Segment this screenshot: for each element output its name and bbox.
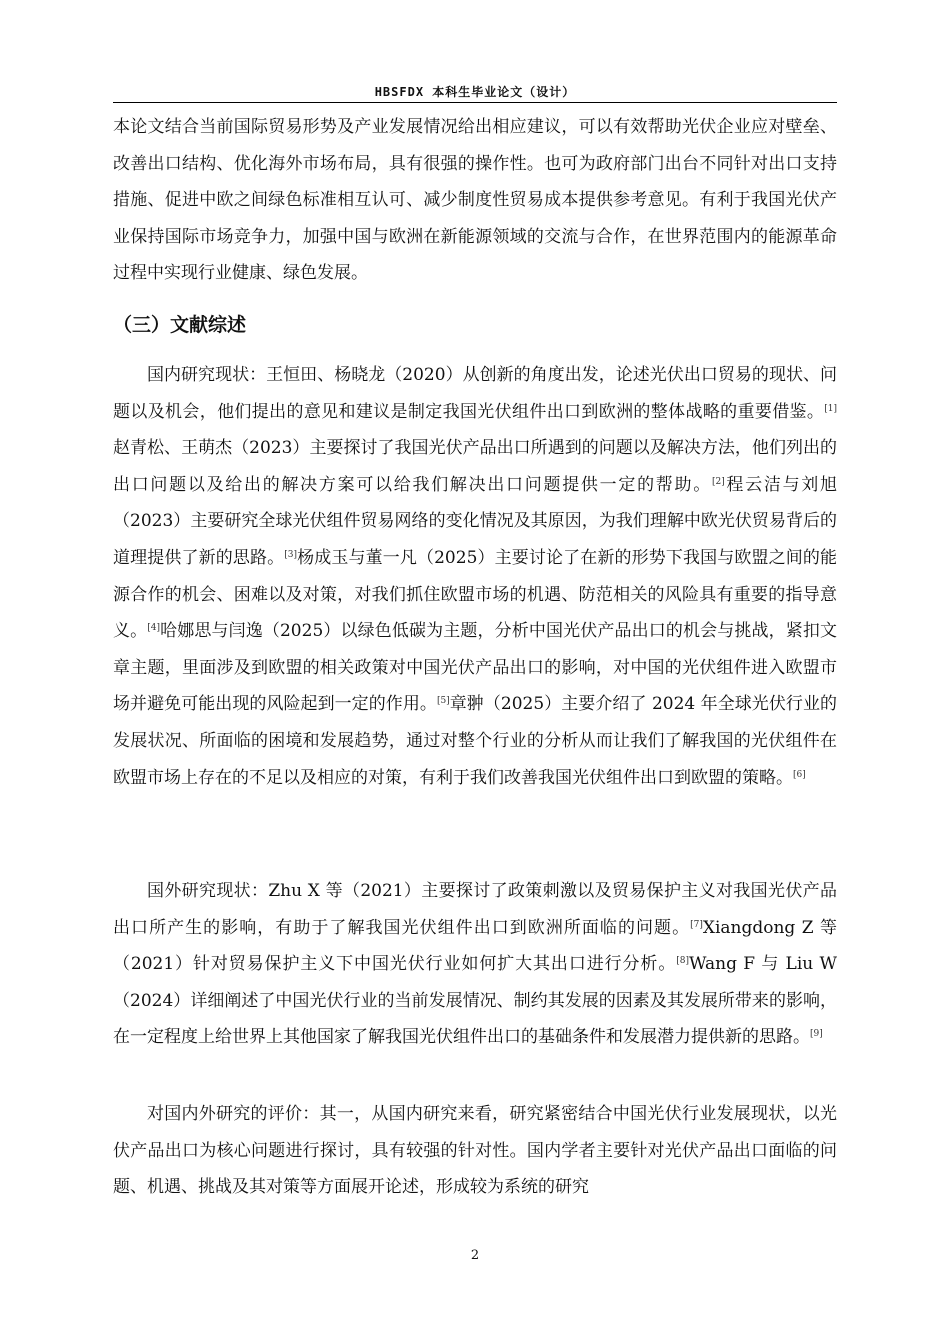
domestic-sentence-6: 章翀（2025）主要介绍了 2024 年全球光伏行业的发展状况、所面临的困境和发展趋势，通过对整个行业的分析从而让我们了解我国的光伏组件在欧盟市场上存在的不足以及相应的对策，有利于我们改善我国光伏组件出口到欧盟的策略。 — [113, 694, 837, 788]
domestic-sentence-2: 赵青松、王萌杰（2023）主要探讨了我国光伏产品出口所遇到的问题以及解决方法，他们列出的出口问题以及给出的解决方案可以给我们解决出口问题提供一定的帮助。 — [113, 438, 837, 495]
citation-3[interactable]: [3] — [284, 549, 297, 560]
intro-paragraph: 本论文结合当前国际贸易形势及产业发展情况给出相应建议，可以有效帮助光伏企业应对壁垒、改善出口结构、优化海外市场布局，具有很强的操作性。也可为政府部门出台不同针对出口支持措施、促进中欧之间绿色标准相互认可、减少制度性贸易成本提供参考意见。有利于我国光伏产业保持国际市场竞争力，加强中国与欧洲在新能源领域的交流与合作，在世界范围内的能源革命过程中实现行业健康、绿色发展。 — [113, 117, 837, 284]
domestic-sentence-1: 国内研究现状：王恒田、杨晓龙（2020）从创新的角度出发，论述光伏出口贸易的现状、问题以及机会，他们提出的意见和建议是制定我国光伏组件出口到欧洲的整体战略的重要借鉴。 — [113, 365, 837, 422]
domestic-sentence-3: 程云洁与刘旭（2023）主要研究全球光伏组件贸易网络的变化情况及其原因，为我们理解中欧光伏贸易背后的道理提供了新的思路。 — [113, 474, 838, 568]
citation-4[interactable]: [4] — [147, 623, 160, 634]
header-divider — [113, 102, 837, 103]
domestic-sentence-4: 杨成玉与董一凡（2025）主要讨论了在新的形势下我国与欧盟之间的能源合作的机会、困难以及对策，对我们抓住欧盟市场的机遇、防范相关的风险具有重要的指导意义。 — [113, 547, 838, 642]
citation-7[interactable]: [7] — [690, 919, 703, 930]
evaluation-paragraph: 对国内外研究的评价：其一，从国内研究来看，研究紧密结合中国光伏行业发展现状，以光伏产品出口为核心问题进行探讨，具有较强的针对性。国内学者主要针对光伏产品出口面临的问题、机遇、挑战及其对策等方面展开论述，形成较为系统的研究 — [113, 1104, 837, 1198]
foreign-research-paragraph — [113, 873, 837, 1056]
citation-2[interactable]: [2] — [711, 476, 725, 487]
citation-5[interactable]: [5] — [436, 696, 450, 707]
citation-6[interactable]: [6] — [793, 769, 806, 780]
domestic-sentence-5: 哈娜思与闫逸（2025）以绿色低碳为主题，分析中国光伏产品出口的机会与挑战，紧扣文章主题，里面涉及到欧盟的相关政策对中国光伏产品出口的影响，对中国的光伏组件进入欧盟市场并避免可能出现的风险起到一定的作用。 — [113, 621, 837, 715]
page-number: 2 — [470, 1248, 480, 1263]
foreign-sentence-2: Xiangdong Z 等（2021）针对贸易保护主义下中国光伏行业如何扩大其出口进行分析。 — [113, 917, 838, 975]
citation-1[interactable]: [1] — [824, 403, 837, 414]
section-heading-literature-review: （三）文献综述 — [113, 314, 247, 336]
citation-9[interactable]: [9] — [810, 1029, 823, 1040]
page-header-title: HBSFDX 本科生毕业论文（设计） — [374, 85, 576, 99]
foreign-sentence-1: 国外研究现状：Zhu X 等（2021）主要探讨了政策刺激以及贸易保护主义对我国光伏产品出口所产生的影响，有助于了解我国光伏组件出口到欧洲所面临的问题。 — [113, 881, 837, 938]
domestic-research-paragraph — [113, 357, 837, 796]
foreign-sentence-3: Wang F 与 Liu W（2024）详细阐述了中国光伏行业的当前发展情况、制约其发展的因素及其发展所带来的影响，在一定程度上给世界上其他国家了解我国光伏组件出口的基础条件和发展潜力提供新的思路。 — [113, 954, 837, 1048]
citation-8[interactable]: [8] — [676, 956, 689, 967]
